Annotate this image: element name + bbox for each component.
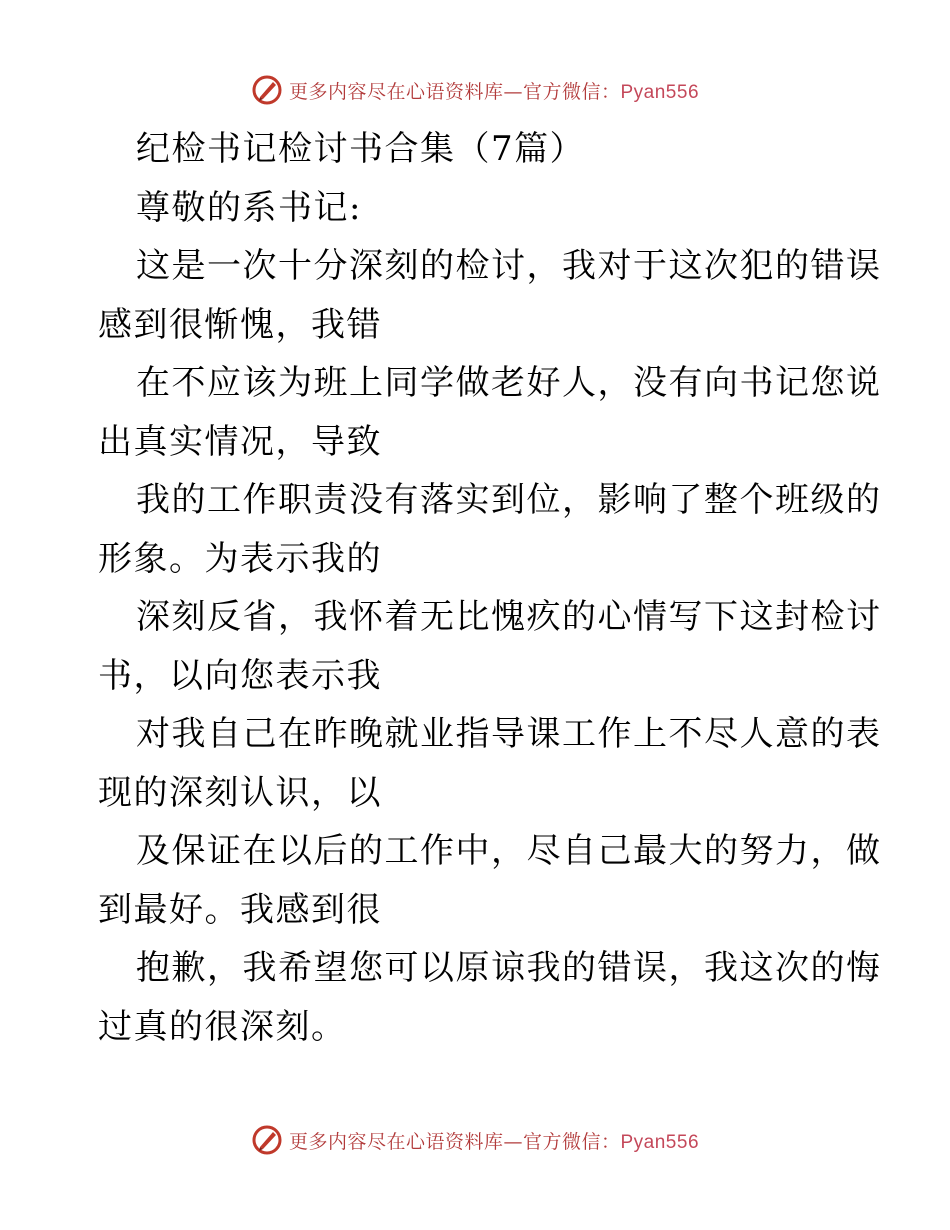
footer-wechat-id: Pyan556 — [620, 1131, 700, 1153]
pen-logo-icon — [251, 74, 283, 106]
header-banner-text — [289, 77, 699, 104]
paragraph-line: 对我自己在昨晚就业指导课工作上不尽人意的表 — [136, 714, 882, 754]
document-body — [98, 120, 882, 1056]
paragraph-line: 我的工作职责没有落实到位，影响了整个班级的 — [136, 480, 882, 520]
footer-banner — [0, 1120, 950, 1160]
paragraph-line: 形象。为表示我的 — [98, 538, 382, 579]
footer-banner-text — [289, 1127, 699, 1154]
header-banner — [0, 70, 950, 110]
header-wechat-id: Pyan556 — [620, 81, 700, 103]
salutation: 尊敬的系书记: — [136, 187, 362, 228]
paragraph-line: 深刻反省，我怀着无比愧疚的心情写下这封检讨 — [136, 597, 882, 637]
paragraph-line: 这是一次十分深刻的检讨，我对于这次犯的错误 — [136, 246, 882, 286]
paragraph-line: 感到很惭愧，我错 — [98, 304, 382, 345]
header-banner-main: 更多内容尽在心语资料库—官方微信： — [288, 80, 621, 103]
paragraph-line: 在不应该为班上同学做老好人，没有向书记您说 — [136, 363, 882, 403]
paragraph-line: 出真实情况，导致 — [98, 421, 382, 462]
footer-banner-main: 更多内容尽在心语资料库—官方微信： — [288, 1130, 621, 1153]
paragraph-line: 及保证在以后的工作中，尽自己最大的努力，做 — [136, 831, 882, 871]
pen-logo-icon — [251, 1124, 283, 1156]
paragraph-line: 书，以向您表示我 — [98, 655, 382, 696]
document-title: 纪检书记检讨书合集（7篇） — [136, 129, 586, 169]
paragraph-line: 到最好。我感到很 — [98, 889, 382, 930]
paragraph-line: 现的深刻认识，以 — [98, 772, 382, 813]
paragraph-line: 过真的很深刻。 — [98, 1006, 347, 1047]
paragraph-line: 抱歉，我希望您可以原谅我的错误，我这次的悔 — [136, 948, 882, 988]
